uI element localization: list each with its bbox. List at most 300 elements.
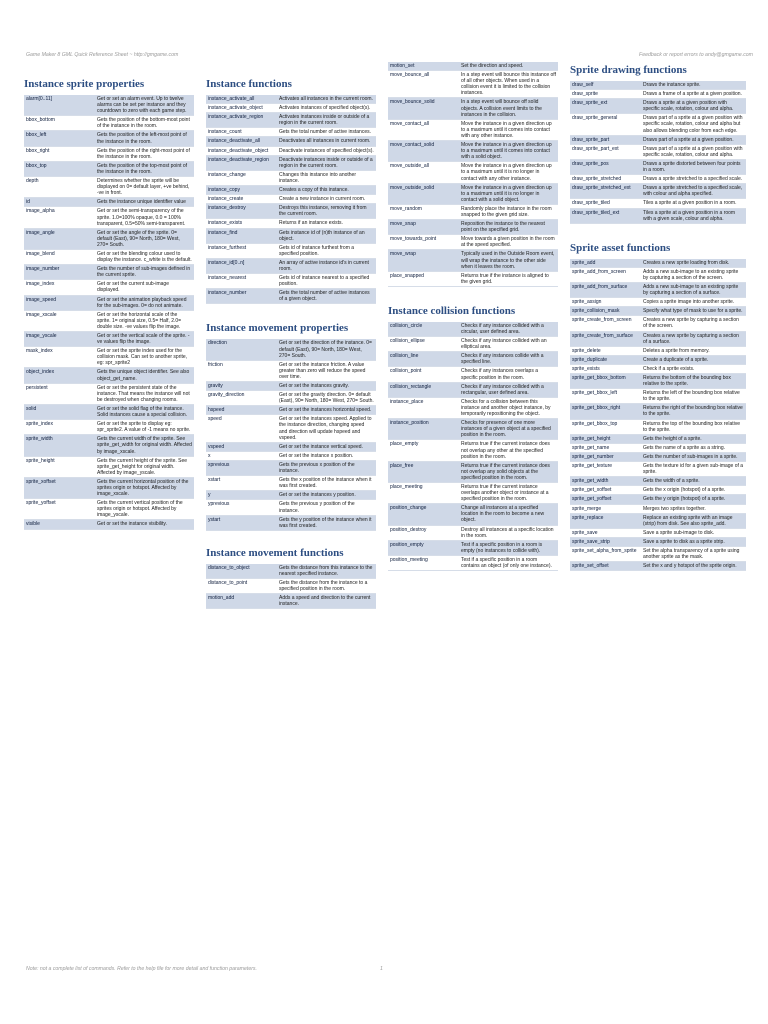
function-name: instance_create: [206, 195, 277, 204]
function-name: sprite_set_alpha_from_sprite: [570, 546, 641, 561]
table-row: [388, 337, 558, 352]
function-description: Create a new instance in current room.: [277, 195, 376, 204]
table-row: [206, 442, 376, 451]
table-row: [206, 339, 376, 360]
column-4: [570, 64, 746, 571]
table-row: [570, 434, 746, 443]
function-name: draw_sprite_part_ext: [570, 144, 641, 159]
function-name: sprite_yoffset: [24, 499, 95, 520]
function-name: collision_point: [388, 367, 459, 382]
header-right-note: Feedback or report errors to andy@gmgame.com: [639, 52, 753, 58]
function-name: instance_activate_all: [206, 95, 277, 104]
table-row: [206, 228, 376, 243]
function-name: instance_position: [388, 419, 459, 440]
table-row: [570, 452, 746, 461]
table-row: [24, 456, 194, 477]
function-description: Returns true if the current instance does not overlap any other at the specified position in the room.: [459, 440, 558, 461]
function-description: Creates a new sprite by capturing a section of a surface.: [641, 331, 746, 346]
table-row: [388, 235, 558, 250]
table-row: [388, 119, 558, 140]
table-row: [388, 555, 558, 570]
table-row: [24, 265, 194, 280]
function-name: sprite_save: [570, 528, 641, 537]
function-description: Get or set the animation playback speed for the sub-images. 0= do not animate.: [95, 295, 194, 310]
function-name: sprite_get_bbox_bottom: [570, 374, 641, 389]
function-description: Get or set the instance visibility.: [95, 520, 194, 529]
function-name: sprite_assign: [570, 298, 641, 307]
function-description: Checks if any instance collided with an elliptical area.: [459, 337, 558, 352]
function-description: Gets the previous x position of the instance.: [277, 460, 376, 475]
function-description: Get or set the instance vertical speed.: [277, 442, 376, 451]
table-row: [388, 141, 558, 162]
table-instance-movement-properties: [206, 339, 376, 530]
function-description: Check if a sprite exists.: [641, 364, 746, 373]
table-row: [206, 219, 376, 228]
table-row: [570, 199, 746, 208]
table-row: [570, 355, 746, 364]
table-row: [570, 81, 746, 90]
function-name: sprite_add_from_surface: [570, 282, 641, 297]
function-name: draw_sprite_part: [570, 135, 641, 144]
table-row: [388, 540, 558, 555]
function-name: move_towards_point: [388, 235, 459, 250]
table-row: [570, 546, 746, 561]
function-description: Set the direction and speed.: [459, 62, 558, 71]
table-row: [206, 95, 376, 104]
table-row: [24, 499, 194, 520]
table-row: [206, 155, 376, 170]
function-name: draw_sprite_stretched: [570, 175, 641, 184]
function-name: collision_line: [388, 352, 459, 367]
page-number: 1: [380, 966, 383, 972]
table-row: [24, 207, 194, 228]
table-row: [570, 114, 746, 135]
table-row: [206, 195, 376, 204]
function-name: x: [206, 451, 277, 460]
section-title-sprite-drawing-functions: Sprite drawing functions: [570, 64, 687, 76]
table-row: [206, 491, 376, 500]
function-name: y: [206, 491, 277, 500]
function-name: sprite_xoffset: [24, 477, 95, 498]
function-name: place_empty: [388, 440, 459, 461]
function-description: Replace an existing sprite with an image (strip) from disk. See also sprite_add.: [641, 513, 746, 528]
function-description: Get or set the instances speed. Applied to the instance direction, changing speed and direction will update hspeed and vspeed.: [277, 415, 376, 442]
function-name: instance_activate_region: [206, 113, 277, 128]
function-name: direction: [206, 339, 277, 360]
function-name: image_xscale: [24, 310, 95, 331]
function-name: sprite_delete: [570, 346, 641, 355]
function-name: instance_copy: [206, 186, 277, 195]
function-description: Gets id of instance furthest from a specified position.: [277, 243, 376, 258]
function-description: Activates instances inside or outside of a region in the current room.: [277, 113, 376, 128]
section-title-instance-movement-functions: Instance movement functions: [206, 546, 344, 559]
function-name: instance_deactivate_object: [206, 146, 277, 155]
function-description: Gets the position of the left-most point of the instance in the room.: [95, 131, 194, 146]
function-name: instance_change: [206, 170, 277, 185]
function-description: Destroys this instance, removing it from the current room.: [277, 204, 376, 219]
function-name: sprite_get_bbox_top: [570, 419, 641, 434]
function-name: sprite_width: [24, 435, 95, 456]
function-description: Deactivates all instances in current room.: [277, 137, 376, 146]
table-row: [570, 135, 746, 144]
table-row: [24, 249, 194, 264]
table-row: [570, 389, 746, 404]
function-name: sprite_set_offset: [570, 562, 641, 571]
function-description: Randomly place the instance in the room snapped to the given grid size.: [459, 204, 558, 219]
function-name: speed: [206, 415, 277, 442]
table-sprite-asset-functions: [570, 259, 746, 572]
function-name: motion_set: [388, 62, 459, 71]
table-row: [206, 578, 376, 593]
function-name: sprite_create_from_screen: [570, 316, 641, 331]
table-row: [24, 161, 194, 176]
table-row: [24, 435, 194, 456]
function-description: In a step event will bounce off solid objects. A collision event limits to the instances in the collision.: [459, 98, 558, 119]
function-name: draw_sprite_ext: [570, 99, 641, 114]
function-name: sprite_get_number: [570, 452, 641, 461]
function-name: sprite_index: [24, 420, 95, 435]
table-row: [388, 419, 558, 440]
column-3: [388, 62, 558, 571]
function-description: Get or set the instance x position.: [277, 451, 376, 460]
table-row: [388, 440, 558, 461]
function-name: sprite_exists: [570, 364, 641, 373]
table-row: [388, 62, 558, 71]
function-description: Gets the name of a sprite as a string.: [641, 443, 746, 452]
function-description: Adds a new sub-image to an existing sprite by capturing a section of the screen.: [641, 267, 746, 282]
function-description: Draws the instance sprite.: [641, 81, 746, 90]
section-title-instance-sprite-properties: Instance sprite properties: [24, 78, 145, 90]
function-description: Gets the distance from this instance to the nearest specified instance.: [277, 564, 376, 579]
function-description: Gets the current horizontal position of the sprites origin or hotspot. Affected by image_xscale.: [95, 477, 194, 498]
function-name: yprevious: [206, 500, 277, 515]
table-row: [206, 128, 376, 137]
function-description: Get or set the blending colour used to display the instance. c_white is the default.: [95, 249, 194, 264]
table-instance-movement-functions: [206, 564, 376, 610]
table-row: [206, 360, 376, 381]
function-name: hspeed: [206, 406, 277, 415]
table-row: [24, 116, 194, 131]
table-row: [24, 228, 194, 249]
table-row: [570, 462, 746, 477]
function-name: sprite_get_height: [570, 434, 641, 443]
function-name: instance_id[0..n]: [206, 258, 277, 273]
table-row: [24, 368, 194, 383]
function-name: position_destroy: [388, 525, 459, 540]
table-row: [24, 347, 194, 368]
function-description: Activates instances of specified object(s).: [277, 104, 376, 113]
function-description: Returns the bottom of the bounding box relative to the sprite.: [641, 374, 746, 389]
table-row: [570, 331, 746, 346]
function-name: instance_find: [206, 228, 277, 243]
function-description: Checks if any instances overlaps a specific position in the room.: [459, 367, 558, 382]
function-name: image_blend: [24, 249, 95, 264]
function-description: Determines whether the sprite will be displayed on 0= default layer, +ve behind, -ve in front.: [95, 177, 194, 198]
function-description: Draws a frame of a sprite at a given position.: [641, 90, 746, 99]
function-description: Gets id of instance nearest to a specified position.: [277, 274, 376, 289]
function-description: Gets the height of a sprite.: [641, 434, 746, 443]
table-row: [24, 520, 194, 529]
table-row: [206, 274, 376, 289]
function-description: Draws part of a sprite at a given position with specific scale, rotation, colour and alpha but also allows blending color from each edge.: [641, 114, 746, 135]
function-name: sprite_add_from_screen: [570, 267, 641, 282]
column-1: [24, 78, 194, 530]
function-description: Test if a specific position in a room is empty (no instances to collide with).: [459, 540, 558, 555]
table-row: [206, 515, 376, 530]
function-description: Get or set the instances horizontal speed.: [277, 406, 376, 415]
table-row: [206, 258, 376, 273]
section-title-sprite-asset-functions: Sprite asset functions: [570, 241, 671, 254]
table-row: [388, 250, 558, 271]
function-description: Get or set the instances y position.: [277, 491, 376, 500]
function-description: Gets the x origin (hotspot) of a sprite.: [641, 486, 746, 495]
table-row: [206, 243, 376, 258]
function-description: Gets the total number of active instances.: [277, 128, 376, 137]
function-description: Get or set the sprite index used for the collision mask. Can set to another sprite, eg: spr_sprite2: [95, 347, 194, 368]
table-row: [206, 391, 376, 406]
table-row: [388, 271, 558, 286]
function-name: sprite_get_name: [570, 443, 641, 452]
table-row: [570, 175, 746, 184]
function-name: sprite_get_texture: [570, 462, 641, 477]
function-name: move_bounce_all: [388, 71, 459, 98]
table-row: [388, 71, 558, 98]
function-description: Draws a sprite distorted between four points in a room.: [641, 159, 746, 174]
function-name: sprite_create_from_surface: [570, 331, 641, 346]
function-description: Get or set the horizontal scale of the sprite. 1= original size, 0.5= Half, 2.0= double size. -ve values flip the image.: [95, 310, 194, 331]
table-row: [388, 204, 558, 219]
function-description: Gets the position of the right-most point of the instance in the room.: [95, 146, 194, 161]
function-description: Gets the position of the top-most point of the instance in the room.: [95, 161, 194, 176]
table-row: [206, 500, 376, 515]
function-description: Adds a new sub-image to an existing sprite by capturing a section of a surface.: [641, 282, 746, 297]
function-description: Checks if any instances collide with a specified line.: [459, 352, 558, 367]
table-row: [570, 208, 746, 223]
function-name: draw_sprite_tiled_ext: [570, 208, 641, 223]
table-row: [570, 184, 746, 199]
table-row: [570, 495, 746, 504]
function-name: persistent: [24, 383, 95, 404]
function-description: Get or set the vertical scale of the sprite. -ve values flip the image.: [95, 332, 194, 347]
function-description: Specify what type of mask to use for a sprite.: [641, 307, 746, 316]
function-description: Checks if any instance collided with a circular, user defined area.: [459, 322, 558, 337]
function-name: instance_furthest: [206, 243, 277, 258]
table-row: [206, 406, 376, 415]
function-description: Move the instance in a given direction up to a maximum until it is no longer in contact with a solid object.: [459, 183, 558, 204]
function-name: visible: [24, 520, 95, 529]
table-row: [388, 98, 558, 119]
function-description: Draws a sprite at a given position with specific scale, rotation, colour and alpha.: [641, 99, 746, 114]
function-description: Get or set the current sub-image displayed.: [95, 280, 194, 295]
function-name: sprite_duplicate: [570, 355, 641, 364]
function-name: bbox_left: [24, 131, 95, 146]
table-row: [570, 562, 746, 571]
table-row: [570, 364, 746, 373]
table-row: [570, 374, 746, 389]
function-description: Get or set the angle of the sprite. 0= default (East), 90= North, 180= West, 270= South.: [95, 228, 194, 249]
table-row: [24, 198, 194, 207]
function-description: Set the x and y hotspot of the sprite origin.: [641, 562, 746, 571]
function-name: sprite_height: [24, 456, 95, 477]
function-name: draw_sprite_general: [570, 114, 641, 135]
function-name: bbox_right: [24, 146, 95, 161]
header-left-note: Game Maker 8 GML Quick Reference Sheet ~ http://gmgame.com: [26, 52, 179, 58]
function-description: Gets the instance unique identifier value: [95, 198, 194, 207]
function-description: Move the instance in a given direction up to a maximum until it comes into contact with any other instance.: [459, 119, 558, 140]
table-row: [570, 267, 746, 282]
function-name: sprite_add: [570, 259, 641, 268]
function-description: Draws part of a sprite at a given position.: [641, 135, 746, 144]
function-name: instance_number: [206, 289, 277, 304]
function-name: move_contact_solid: [388, 141, 459, 162]
function-description: Get or set the instances gravity.: [277, 382, 376, 391]
function-description: Get or set the gravity direction. 0= default (East), 90= North, 180= West, 270= South.: [277, 391, 376, 406]
function-description: Tiles a sprite at a given position in a room with a given scale, colour and alpha.: [641, 208, 746, 223]
function-description: Returns if an instance exists.: [277, 219, 376, 228]
function-name: draw_self: [570, 81, 641, 90]
function-name: instance_deactivate_region: [206, 155, 277, 170]
function-name: gravity_direction: [206, 391, 277, 406]
function-name: move_random: [388, 204, 459, 219]
function-description: Returns true if the current instance does not overlap any solid objects at the specified position in the room.: [459, 461, 558, 482]
function-description: Draws a sprite stretched to a specified scale.: [641, 175, 746, 184]
function-name: id: [24, 198, 95, 207]
function-description: Adds a speed and direction to the current instance.: [277, 594, 376, 609]
function-name: draw_sprite_pos: [570, 159, 641, 174]
function-description: Deactivate instances inside or outside of a region in the current room.: [277, 155, 376, 170]
table-row: [388, 183, 558, 204]
function-name: friction: [206, 360, 277, 381]
function-name: position_empty: [388, 540, 459, 555]
function-description: Returns the top of the bounding box relative to the sprite.: [641, 419, 746, 434]
table-row: [206, 146, 376, 155]
table-row: [570, 513, 746, 528]
function-description: Creates a copy of this instance.: [277, 186, 376, 195]
function-name: place_meeting: [388, 482, 459, 503]
table-row: [24, 295, 194, 310]
table-row: [24, 404, 194, 419]
function-description: Creates a new sprite by capturing a section of the screen.: [641, 316, 746, 331]
table-row: [388, 482, 558, 503]
function-name: sprite_get_width: [570, 477, 641, 486]
table-row: [206, 186, 376, 195]
table-row: [388, 367, 558, 382]
table-row: [570, 282, 746, 297]
function-name: instance_destroy: [206, 204, 277, 219]
function-name: depth: [24, 177, 95, 198]
function-name: collision_rectangle: [388, 382, 459, 397]
function-description: Gets the distance from the instance to a specified position in the room.: [277, 578, 376, 593]
function-name: image_number: [24, 265, 95, 280]
function-description: Creates a new sprite loading from disk.: [641, 259, 746, 268]
function-name: mask_index: [24, 347, 95, 368]
table-row: [570, 504, 746, 513]
function-name: position_change: [388, 504, 459, 525]
function-name: instance_place: [388, 397, 459, 418]
function-name: sprite_get_bbox_right: [570, 404, 641, 419]
function-name: instance_activate_object: [206, 104, 277, 113]
function-name: place_free: [388, 461, 459, 482]
function-description: Draws a sprite stretched to a specified scale, with colour and alpha specified.: [641, 184, 746, 199]
function-name: move_outside_solid: [388, 183, 459, 204]
function-name: alarm[0..11]: [24, 95, 95, 116]
function-description: Returns the left of the bounding box relative to the sprite.: [641, 389, 746, 404]
table-row: [206, 204, 376, 219]
function-name: sprite_get_yoffset: [570, 495, 641, 504]
function-description: Deletes a sprite from memory.: [641, 346, 746, 355]
function-name: instance_count: [206, 128, 277, 137]
function-name: motion_add: [206, 594, 277, 609]
table-row: [24, 332, 194, 347]
table-row: [24, 280, 194, 295]
section-title-instance-functions: Instance functions: [206, 78, 292, 90]
table-instance-sprite-properties: [24, 95, 194, 530]
function-name: xprevious: [206, 460, 277, 475]
function-name: sprite_replace: [570, 513, 641, 528]
function-name: ystart: [206, 515, 277, 530]
table-row: [206, 451, 376, 460]
function-description: Gets the current vertical position of the sprites origin or hotspot. Affected by image_yscale.: [95, 499, 194, 520]
table-row: [24, 420, 194, 435]
table-row: [570, 99, 746, 114]
table-row: [206, 382, 376, 391]
table-row: [570, 90, 746, 99]
function-description: Returns true if the instance is aligned to the given grid.: [459, 271, 558, 286]
function-description: Get or set the sprite to display eg: spr_sprite2. A value of -1 means no sprite.: [95, 420, 194, 435]
table-row: [570, 159, 746, 174]
table-row: [388, 382, 558, 397]
function-description: Get or set the semi-transparency of the sprite. 1.0=100% opaque, 0.0 = 100% transparent, 0.5=50% semi-transparent.: [95, 207, 194, 228]
table-row: [388, 352, 558, 367]
function-description: An array of active instance id's in current room.: [277, 258, 376, 273]
function-description: Set the alpha transparency of a sprite using another sprite as the mask.: [641, 546, 746, 561]
column-2: [206, 78, 376, 609]
table-row: [570, 346, 746, 355]
function-name: object_index: [24, 368, 95, 383]
table-row: [206, 594, 376, 609]
function-name: move_snap: [388, 220, 459, 235]
table-row: [570, 443, 746, 452]
table-row: [206, 170, 376, 185]
function-description: Gets the width of a sprite.: [641, 477, 746, 486]
function-description: Save a sprite sub-image to disk.: [641, 528, 746, 537]
table-row: [206, 460, 376, 475]
table-row: [388, 220, 558, 235]
function-description: Returns the right of the bounding box relative to the sprite.: [641, 404, 746, 419]
function-description: Move the instance in a given direction up to a maximum until it comes into contact with a solid object.: [459, 141, 558, 162]
table-row: [24, 146, 194, 161]
function-description: Gets the number of sub-images defined in the current sprite.: [95, 265, 194, 280]
function-description: Checks if any instance collided with a rectangular, user defined area.: [459, 382, 558, 397]
function-description: Gets the total number of active instances of a given object.: [277, 289, 376, 304]
table-row: [206, 289, 376, 304]
function-description: Merges two sprites together.: [641, 504, 746, 513]
function-name: collision_ellipse: [388, 337, 459, 352]
function-description: Returns true if the current instance overlaps another object or instance at a specified position in the room.: [459, 482, 558, 503]
function-description: Checks for a collision between this instance and another object instance, by temporarily repositioning the object.: [459, 397, 558, 418]
function-name: distance_to_point: [206, 578, 277, 593]
function-description: Copies a sprite image into another sprite.: [641, 298, 746, 307]
function-description: Reposition the instance to the nearest point on the specified grid.: [459, 220, 558, 235]
function-description: Change all instances at a specified location in the room to become a new object.: [459, 504, 558, 525]
function-name: draw_sprite_stretched_ext: [570, 184, 641, 199]
function-description: Activates all instances in the current room.: [277, 95, 376, 104]
function-name: xstart: [206, 476, 277, 491]
table-row: [24, 310, 194, 331]
function-name: image_yscale: [24, 332, 95, 347]
table-row: [206, 104, 376, 113]
table-row: [570, 259, 746, 268]
